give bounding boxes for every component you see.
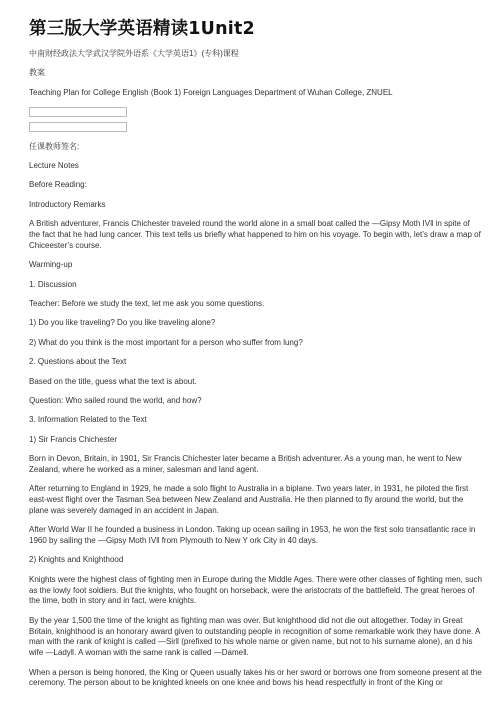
question-item: 2) What do you think is the most important for a person who suffer from lung? (29, 337, 303, 347)
teacher-signature-label: 任课教师签名: (29, 141, 80, 151)
body-paragraph: After returning to England in 1929, he made a solo flight to Australia in a biplane. Two years later, in 1931, he piloted the first east-west flight over the Tasman Sea between New Zealand and Australia. He then planned to fly around the world, but the plane was severely damaged in an accident in Japan. (29, 484, 469, 515)
signature-box (29, 122, 127, 132)
list-heading: 3. Information Related to the Text (29, 415, 147, 425)
section-heading: Introductory Remarks (29, 199, 106, 209)
list-heading: 1. Discussion (29, 279, 77, 289)
body-paragraph: Born in Devon, Britain, in 1901, Sir Francis Chichester later became a British adventurer. As a young man, he went to New Zealand, where he worked as a miner, salesman and land agent. (29, 454, 462, 474)
question-item: 1) Do you like traveling? Do you like traveling alone? (29, 318, 216, 328)
body-paragraph: A British adventurer, Francis Chichester traveled round the world alone in a small boat called the ―Gipsy Moth IV‖ in spite of the fact that he had lung cancer. This text tells us briefly what happened to him on his voyage. To begin with, let’s draw a map of Chiceester’s course. (29, 219, 481, 250)
course-header: 中南财经政法大学武汉学院外语系《大学英语1》(专科)课程 (29, 49, 239, 58)
body-paragraph: Teacher: Before we study the text, let me ask you some questions. (29, 299, 265, 308)
document-title: 第三版大学英语精读1Unit2 (29, 19, 255, 39)
question-item: Question: Who sailed round the world, and how? (29, 395, 202, 405)
document-body (29, 49, 482, 689)
subsection-heading: 2) Knights and Knighthood (29, 555, 124, 565)
signature-box (29, 107, 127, 117)
body-paragraph: Based on the title, guess what the text is about. (29, 376, 197, 386)
subsection-heading: 1) Sir Francis Chichester (29, 434, 118, 444)
body-paragraph: Knights were the highest class of fighting men in Europe during the Middle Ages. There were other classes of fighting men, such as the lowly foot soldiers. But the knights, who fought on horseback, were the aristocrats of the battlefield. The great heroes of the time, both in story and in fact, were knights. (29, 574, 482, 606)
doc-type-label: 教案 (29, 68, 45, 78)
section-heading: Before Reading: (29, 180, 87, 190)
section-heading: Warming-up (29, 260, 73, 270)
body-paragraph: When a person is being honored, the King or Queen usually takes his or her sword or borrows one from someone present at the ceremony. The person about to be knighted kneels on one knee and bows his head respectfully in front of the King or (29, 667, 482, 688)
body-paragraph: After World War II he founded a business in London. Taking up ocean sailing in 1953, he won the first solo transatlantic race in 1960 by sailing the ―Gipsy Moth IV‖ from Plymouth to New Y ork City in 40 days. (29, 525, 476, 546)
list-heading: 2. Questions about the Text (29, 357, 127, 367)
body-paragraph: By the year 1,500 the time of the knight as fighting man was over. But knighthood did not die out altogether. Today in Great Britain, knighthood is an honorary award given to outstanding people in recognition of some remarkable work they have done. A man with the rank of knight is called ―Sir‖ (prefixed to his whole name or given name, but not to his surname alone), an d his wife ―Lady‖. A woman with the same rank is called ―Dame‖. (29, 615, 480, 658)
section-heading: Lecture Notes (29, 161, 79, 171)
teaching-plan-line: Teaching Plan for College English (Book 1) Foreign Languages Department of Wuhan College, ZNUEL (29, 87, 393, 97)
